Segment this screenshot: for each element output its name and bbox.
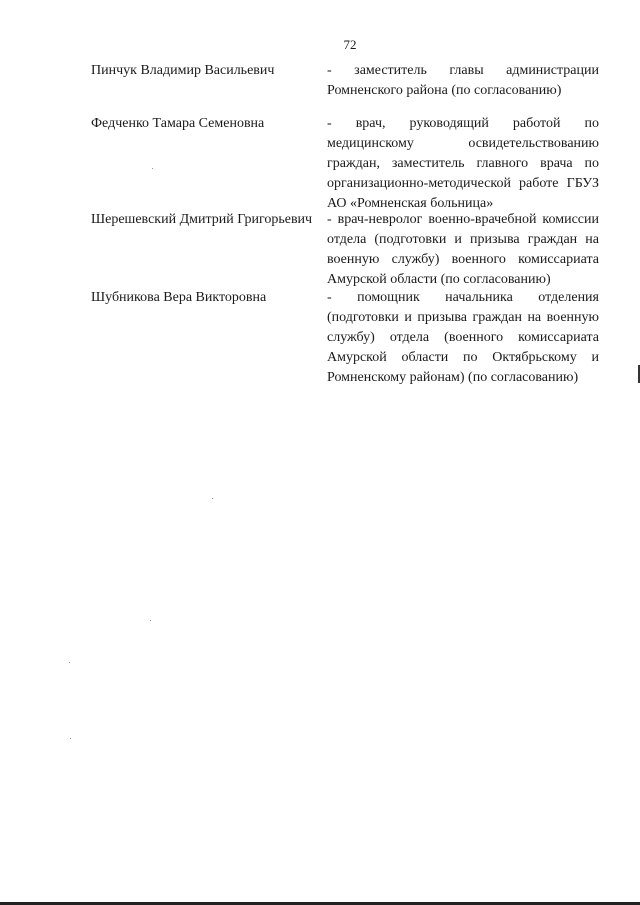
member-name: Шубникова Вера Викторовна (91, 290, 267, 305)
member-role: - врач, руководящий работой по медицинскому освидетельствованию граждан, заместитель главного врача по организационно-методической работе ГБУЗ АО «Ромненская больница» (327, 116, 599, 211)
member-role: - заместитель главы администрации Ромненского района (по согласованию) (327, 63, 599, 98)
member-name: Федченко Тамара Семеновна (91, 116, 265, 131)
member-role: - врач-невролог военно-врачебной комиссии отдела (подготовки и призыва граждан на военную службу) военного комиссариата Амурской области (по согласованию) (327, 212, 599, 287)
member-name: Пинчук Владимир Васильевич (91, 63, 275, 78)
page-number: 72 (343, 37, 357, 52)
scan-speck (70, 738, 71, 739)
scan-speck (212, 498, 213, 499)
scan-speck (150, 620, 151, 621)
scan-speck (69, 662, 70, 663)
member-role: - помощник начальника отделения (подготовки и призыва граждан на военную службу) отдела (военного комиссариата Амурской области по Октябрьскому и Ромненскому районам) (по согласованию) (327, 290, 599, 385)
scan-speck (152, 168, 153, 169)
member-name: Шерешевский Дмитрий Григорьевич (91, 212, 313, 227)
